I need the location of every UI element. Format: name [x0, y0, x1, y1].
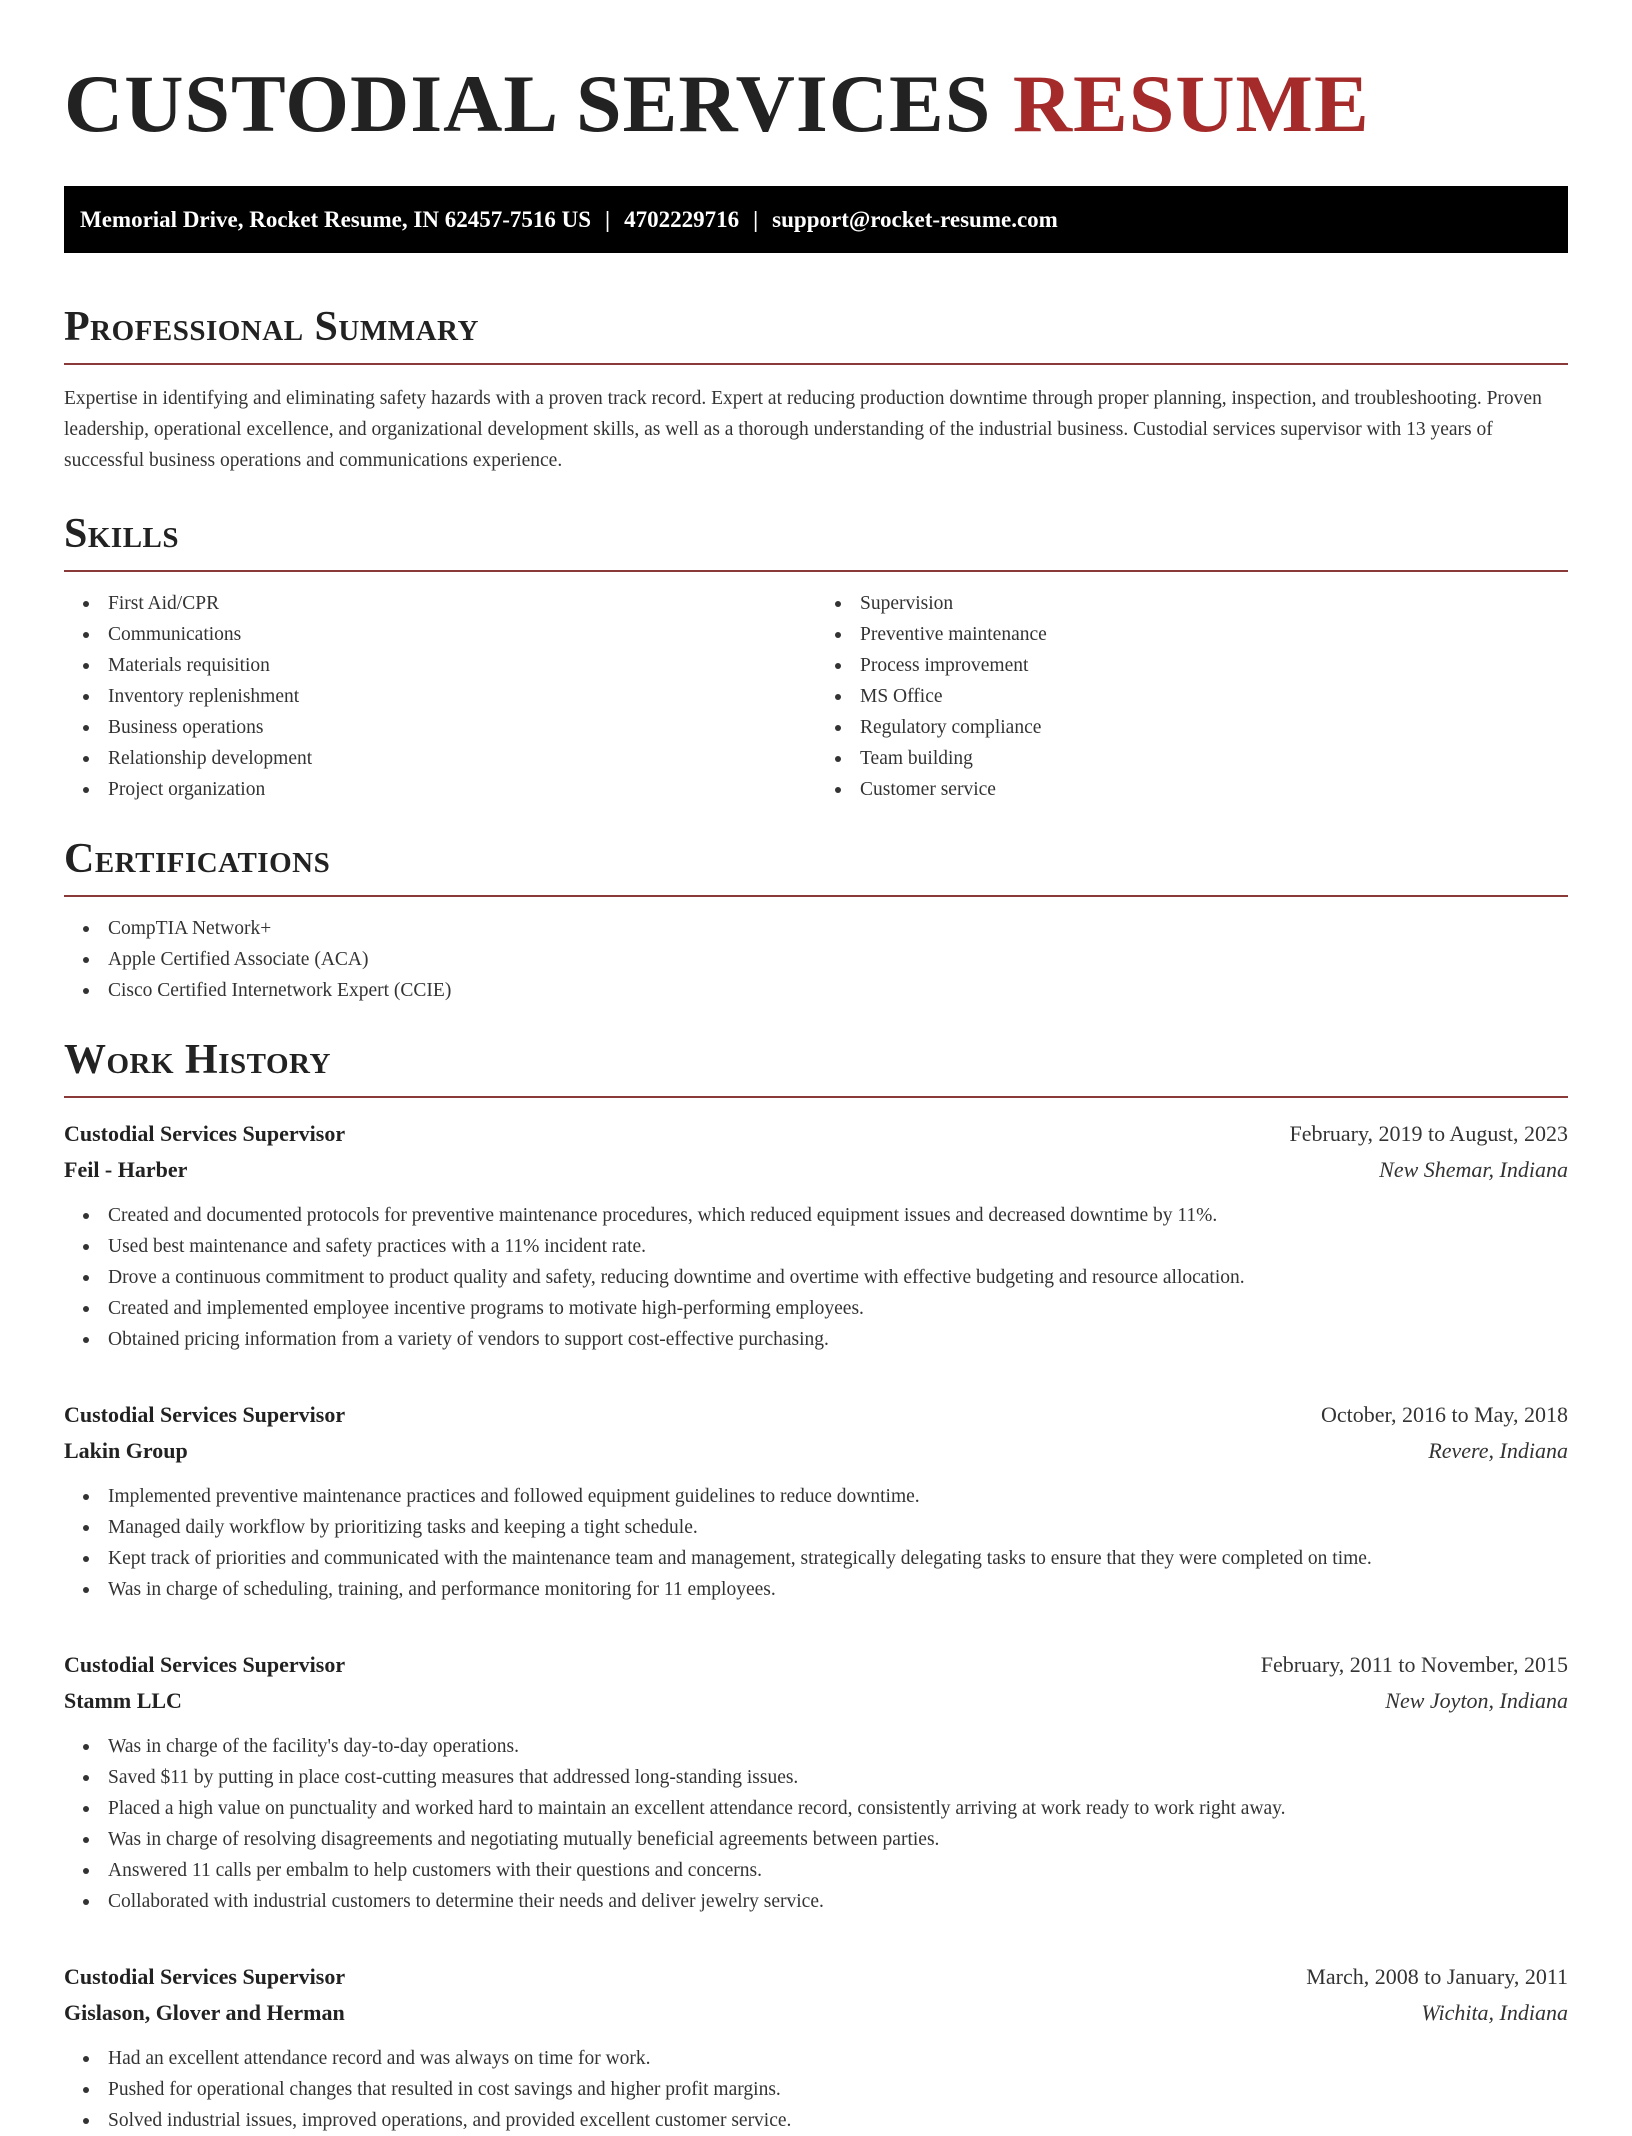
job-entry — [64, 1959, 1568, 2136]
job-duty: Was in charge of scheduling, training, and performance monitoring for 11 employees. — [64, 1574, 1568, 1605]
skill-item: Supervision — [816, 588, 1568, 619]
job-header-row — [64, 1959, 1568, 1995]
section-divider — [64, 363, 1568, 365]
certifications-list — [64, 913, 1568, 1006]
job-company-row — [64, 1152, 1568, 1188]
job-duty: Had an excellent attendance record and was always on time for work. — [64, 2043, 1568, 2074]
skill-item: Business operations — [64, 712, 816, 743]
job-duty: Placed a high value on punctuality and worked hard to maintain an excellent attendance record, consistently arriving at work ready to work right away. — [64, 1793, 1568, 1824]
job-duty: Was in charge of the facility's day-to-day operations. — [64, 1731, 1568, 1762]
job-entry — [64, 1397, 1568, 1605]
job-dates: October, 2016 to May, 2018 — [1321, 1402, 1568, 1427]
section-heading: Certifications — [64, 836, 331, 882]
job-title: Custodial Services Supervisor — [64, 1964, 346, 1989]
job-dates: February, 2011 to November, 2015 — [1260, 1652, 1568, 1677]
job-header-row — [64, 1116, 1568, 1152]
job-location: Wichita, Indiana — [1421, 2000, 1568, 2025]
job-duty: Implemented preventive maintenance practices and followed equipment guidelines to reduce downtime. — [64, 1481, 1568, 1512]
job-location: Revere, Indiana — [1428, 1438, 1568, 1463]
job-duty: Created and documented protocols for preventive maintenance procedures, which reduced equipment issues and decreased downtime by 11%. — [64, 1200, 1568, 1231]
job-location: New Joyton, Indiana — [1385, 1688, 1568, 1713]
job-title: Custodial Services Supervisor — [64, 1402, 346, 1427]
job-company-row — [64, 1995, 1568, 2031]
skill-item: Regulatory compliance — [816, 712, 1568, 743]
contact-bar — [64, 186, 1568, 253]
job-duty: Collaborated with industrial customers to determine their needs and deliver jewelry service. — [64, 1886, 1568, 1917]
job-duties-list — [64, 1481, 1568, 1605]
job-duty: Saved $11 by putting in place cost-cutting measures that addressed long-standing issues. — [64, 1762, 1568, 1793]
job-duties-list — [64, 1731, 1568, 1917]
job-duty: Kept track of priorities and communicated with the maintenance team and management, strategically delegating tasks to ensure that they were completed on time. — [64, 1543, 1568, 1574]
job-header-row — [64, 1647, 1568, 1683]
skill-item: Communications — [64, 619, 816, 650]
job-location: New Shemar, Indiana — [1379, 1157, 1568, 1182]
contact-address: Memorial Drive, Rocket Resume, IN 62457-7516 US — [80, 206, 592, 232]
resume-title — [64, 0, 1568, 152]
section-divider — [64, 570, 1568, 572]
skills-columns — [64, 588, 1568, 805]
certification-item: Cisco Certified Internetwork Expert (CCIE) — [64, 975, 1568, 1006]
certification-item: Apple Certified Associate (ACA) — [64, 944, 1568, 975]
job-duty: Used best maintenance and safety practices with a 11% incident rate. — [64, 1231, 1568, 1262]
job-header-row — [64, 1397, 1568, 1433]
job-duty: Drove a continuous commitment to product quality and safety, reducing downtime and overtime with effective budgeting and resource allocation. — [64, 1262, 1568, 1293]
skill-item: Relationship development — [64, 743, 816, 774]
job-company-row — [64, 1683, 1568, 1719]
job-duty: Managed daily workflow by prioritizing tasks and keeping a tight schedule. — [64, 1512, 1568, 1543]
contact-separator: | — [605, 206, 611, 232]
job-duty: Obtained pricing information from a variety of vendors to support cost-effective purchasing. — [64, 1324, 1568, 1355]
job-dates: February, 2019 to August, 2023 — [1289, 1121, 1568, 1146]
job-duty: Solved industrial issues, improved operations, and provided excellent customer service. — [64, 2105, 1568, 2136]
section-heading: Professional Summary — [64, 304, 479, 350]
skill-item: Preventive maintenance — [816, 619, 1568, 650]
job-duty: Created and implemented employee incentive programs to motivate high-performing employees. — [64, 1293, 1568, 1324]
job-entry — [64, 1116, 1568, 1355]
section-divider — [64, 895, 1568, 897]
job-company: Lakin Group — [64, 1438, 188, 1463]
job-title: Custodial Services Supervisor — [64, 1652, 346, 1677]
section-heading: Work History — [64, 1037, 331, 1083]
skill-item: Project organization — [64, 774, 816, 805]
skills-section — [64, 510, 1568, 805]
job-duties-list — [64, 2043, 1568, 2136]
job-dates: March, 2008 to January, 2011 — [1306, 1964, 1568, 1989]
skill-item: Process improvement — [816, 650, 1568, 681]
title-main: CUSTODIAL SERVICES — [64, 58, 992, 149]
skill-item: MS Office — [816, 681, 1568, 712]
skill-item: First Aid/CPR — [64, 588, 816, 619]
job-title: Custodial Services Supervisor — [64, 1121, 346, 1146]
job-duties-list — [64, 1200, 1568, 1355]
job-company: Feil - Harber — [64, 1157, 188, 1182]
section-divider — [64, 1096, 1568, 1098]
contact-phone: 4702229716 — [624, 206, 740, 232]
job-duty: Answered 11 calls per embalm to help customers with their questions and concerns. — [64, 1855, 1568, 1886]
contact-separator: | — [753, 206, 759, 232]
skills-list-right — [816, 588, 1568, 805]
job-company: Gislason, Glover and Herman — [64, 2000, 345, 2025]
work-history-section — [64, 1036, 1568, 2136]
skill-item: Team building — [816, 743, 1568, 774]
skills-list-left — [64, 588, 816, 805]
job-duty: Pushed for operational changes that resulted in cost savings and higher profit margins. — [64, 2074, 1568, 2105]
skill-item: Customer service — [816, 774, 1568, 805]
certification-item: CompTIA Network+ — [64, 913, 1568, 944]
skill-item: Inventory replenishment — [64, 681, 816, 712]
summary-text: Expertise in identifying and eliminating safety hazards with a proven track record. Expert at reducing production downtime through proper planning, inspection, and troubleshooting. Proven leadership, operational excellence, and organizational development skills, as well as a thorough understanding of the industrial business. Custodial services supervisor with 13 years of successful business operations and communications experience. — [64, 388, 1542, 471]
job-duty: Was in charge of resolving disagreements and negotiating mutually beneficial agreements between parties. — [64, 1824, 1568, 1855]
contact-email[interactable]: support@rocket-resume.com — [772, 206, 1058, 232]
professional-summary-section — [64, 303, 1568, 476]
section-heading: Skills — [64, 511, 180, 557]
job-company-row — [64, 1433, 1568, 1469]
title-accent: RESUME — [1012, 58, 1370, 149]
certifications-section — [64, 835, 1568, 1006]
job-entry — [64, 1647, 1568, 1917]
job-company: Stamm LLC — [64, 1688, 182, 1713]
skill-item: Materials requisition — [64, 650, 816, 681]
